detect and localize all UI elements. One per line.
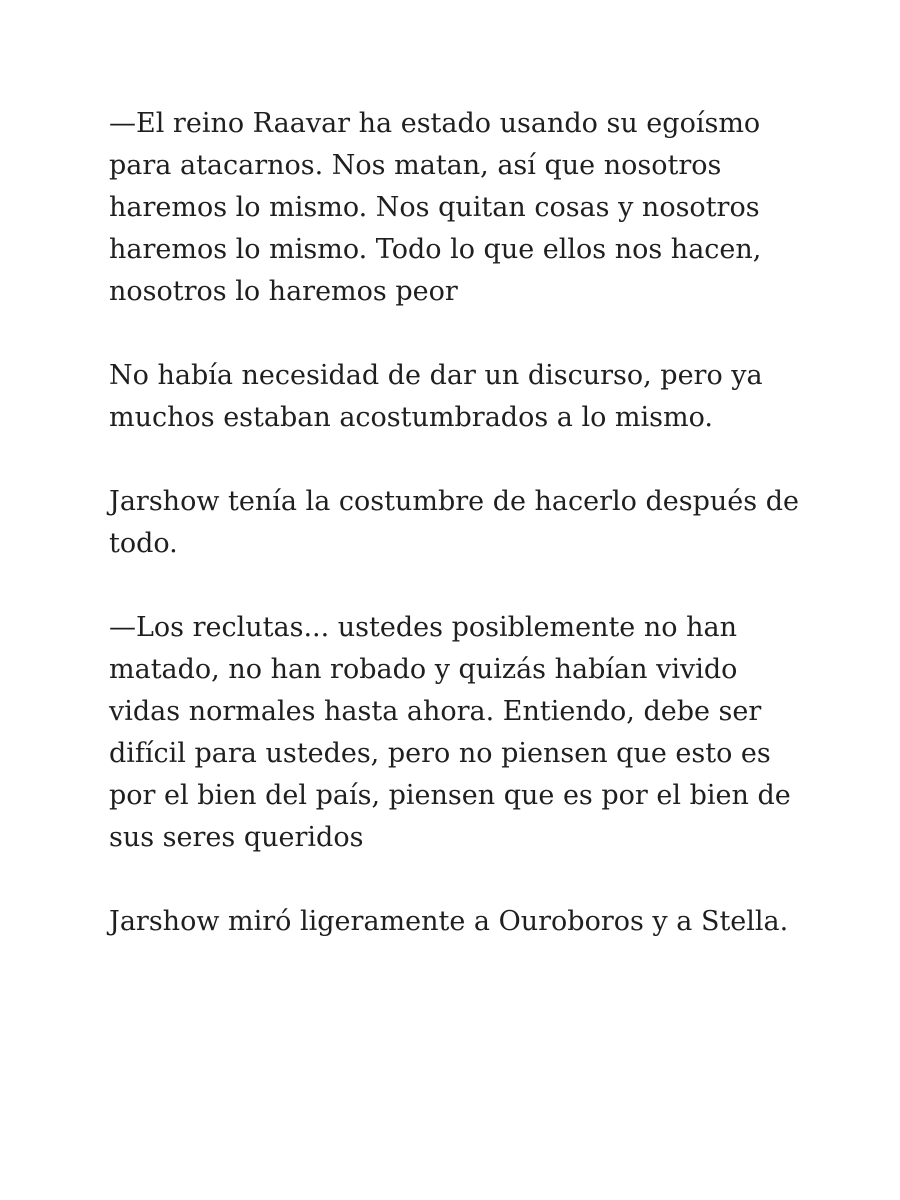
paragraph-5: Jarshow miró ligeramente a Ouroboros y a Stella.: [109, 906, 789, 937]
paragraph-2: No había necesidad de dar un discurso, pero ya muchos estaban acostumbrados a lo mismo.: [109, 360, 763, 433]
body-text: [109, 103, 799, 985]
paragraph-4: —Los reclutas... ustedes posiblemente no han matado, no han robado y quizás habían vivido vidas normales hasta ahora. Entiendo, debe ser difícil para ustedes, pero no piensen que esto es por el bien del país, piensen que es por el bien de sus seres queridos: [109, 612, 791, 853]
paragraph-3: Jarshow tenía la costumbre de hacerlo después de todo.: [109, 486, 799, 559]
paragraph-1: —El reino Raavar ha estado usando su egoísmo para atacarnos. Nos matan, así que nosotros haremos lo mismo. Nos quitan cosas y nosotros haremos lo mismo. Todo lo que ellos nos hacen, nosotros lo haremos peor: [109, 108, 762, 307]
